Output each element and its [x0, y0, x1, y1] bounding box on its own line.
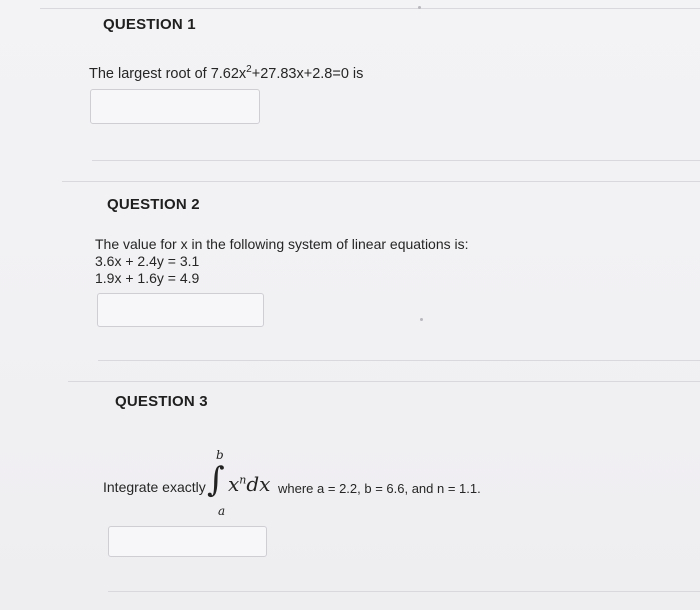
question-1-bottom-divider: [92, 160, 700, 161]
question-1-heading: QUESTION 1: [103, 16, 196, 33]
question-2-heading: QUESTION 2: [107, 196, 200, 213]
question-3-answer-input[interactable]: [109, 527, 266, 556]
question-2-equation-1: 3.6x + 2.4y = 3.1: [95, 253, 200, 269]
integrand-exponent: n: [239, 473, 247, 487]
top-divider: [40, 8, 700, 9]
question-2-answer-box: [97, 293, 264, 327]
question-3-bottom-divider: [108, 591, 700, 592]
section-divider-1: [62, 181, 700, 182]
section-divider-2: [68, 381, 700, 382]
stray-mark: [420, 318, 423, 321]
integral-upper-limit: b: [216, 448, 224, 462]
integrand-differential: dx: [246, 472, 271, 496]
question-2-answer-input[interactable]: [98, 294, 263, 326]
question-1-text-before: The largest root of 7.62x: [89, 66, 247, 82]
integral-expression: [228, 472, 270, 496]
question-1-exponent: 2: [246, 64, 252, 76]
question-1-text: [89, 66, 363, 83]
question-3-answer-box: [108, 526, 267, 557]
integral-sign-icon: ∫: [207, 460, 225, 500]
integrand-base: x: [228, 472, 240, 496]
divider-marker: [418, 6, 421, 9]
question-2-prompt: The value for x in the following system of linear equations is:: [95, 236, 469, 252]
question-3-heading: QUESTION 3: [115, 393, 208, 410]
question-1-answer-input[interactable]: [91, 90, 259, 123]
question-2-equation-2: 1.9x + 1.6y = 4.9: [95, 270, 200, 286]
question-2-bottom-divider: [98, 360, 700, 361]
question-3-suffix: where a = 2.2, b = 6.6, and n = 1.1.: [278, 481, 481, 496]
question-1-answer-box: [90, 89, 260, 124]
question-3-prefix: Integrate exactly: [103, 479, 206, 495]
integral-lower-limit: a: [218, 504, 226, 518]
question-1-text-after: +27.83x+2.8=0 is: [251, 66, 364, 82]
